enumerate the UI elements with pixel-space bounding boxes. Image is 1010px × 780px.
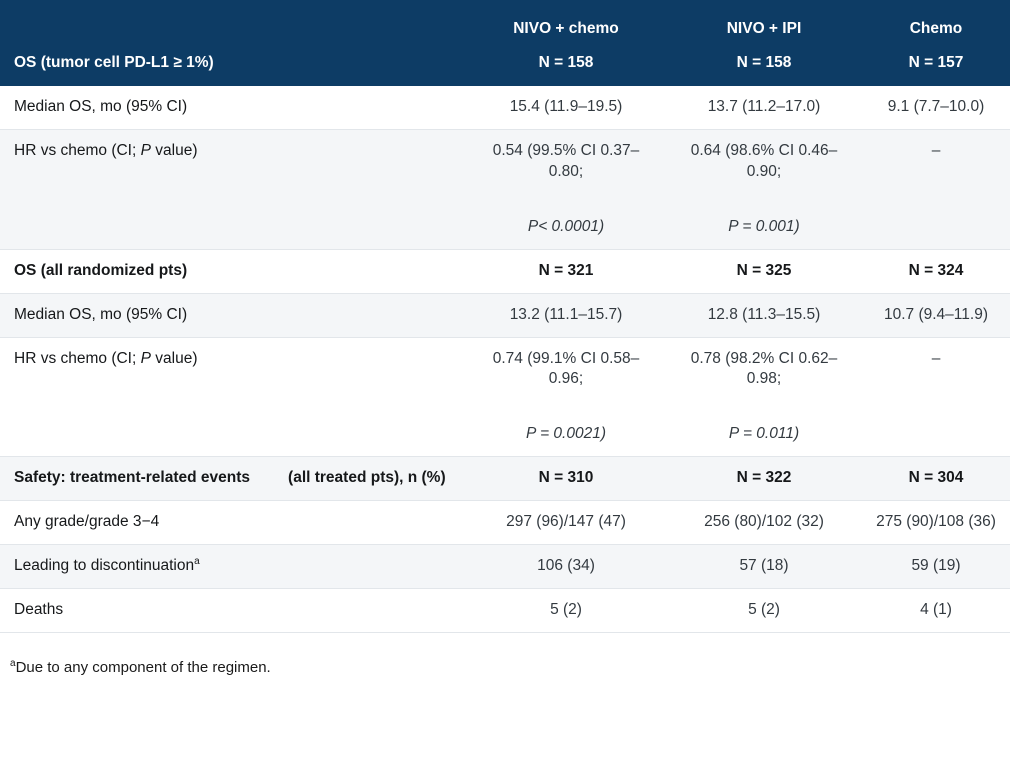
row-value-part1: 0.78 (98.2% CI 0.62–0.98; (690, 349, 838, 388)
header-cell-nivo-chemo (466, 0, 666, 86)
row-value: 15.4 (11.9–19.5) (466, 86, 666, 129)
row-value (466, 129, 666, 249)
table-row (0, 293, 1010, 337)
row-value: 5 (2) (666, 589, 862, 633)
header-col3-n: N = 157 (908, 54, 964, 71)
row-value-part1: 0.64 (98.6% CI 0.46–0.90; (690, 141, 838, 180)
row-value: 106 (34) (466, 545, 666, 589)
row-value: 5 (2) (466, 589, 666, 633)
row-value-part2: P< 0.0001) (527, 217, 605, 235)
table-row (0, 589, 1010, 633)
row-label: Safety: treatment-related events (all treated pts), n (%) (0, 457, 466, 501)
row-value: N = 310 (466, 457, 666, 501)
header-col3-title: Chemo (909, 20, 963, 37)
row-label: Any grade/grade 3−4 (0, 501, 466, 545)
row-label: HR vs chemo (CI; P value) (0, 129, 466, 249)
table-row (0, 249, 1010, 293)
row-label (0, 545, 466, 589)
value-spacer (480, 183, 652, 217)
row-value: 59 (19) (862, 545, 1010, 589)
row-value: 275 (90)/108 (36) (862, 501, 1010, 545)
row-value (466, 337, 666, 457)
table-body (0, 86, 1010, 632)
row-value-part2: P = 0.001) (728, 217, 800, 235)
header-col1-n: N = 158 (538, 54, 594, 71)
table-footnote (0, 633, 1010, 676)
row-value: N = 322 (666, 457, 862, 501)
header-row-label-text: OS (tumor cell PD-L1 ≥ 1%) (14, 54, 214, 71)
row-value-part1: 0.54 (99.5% CI 0.37–0.80; (492, 141, 640, 180)
header-col2-n: N = 158 (736, 54, 792, 71)
header-col1-title: NIVO + chemo (513, 20, 619, 37)
table-row (0, 86, 1010, 129)
row-value: N = 321 (466, 249, 666, 293)
row-value: 4 (1) (862, 589, 1010, 633)
header-col2-title: NIVO + IPI (726, 20, 802, 37)
table-row (0, 545, 1010, 589)
row-value-part1: 0.74 (99.1% CI 0.58–0.96; (492, 349, 640, 388)
row-label-text: Leading to discontinuation (14, 557, 195, 575)
table-row (0, 337, 1010, 457)
header-cell-nivo-ipi (666, 0, 862, 86)
row-value (666, 129, 862, 249)
row-label: OS (all randomized pts) (0, 249, 466, 293)
row-label: Median OS, mo (95% CI) (0, 293, 466, 337)
value-spacer (680, 390, 848, 424)
row-value: N = 304 (862, 457, 1010, 501)
row-value: 10.7 (9.4–11.9) (862, 293, 1010, 337)
row-value (666, 337, 862, 457)
footnote-marker-icon: a (10, 657, 16, 669)
row-label: Deaths (0, 589, 466, 633)
value-spacer (680, 183, 848, 217)
row-label-italic: P (140, 141, 151, 159)
header-cell-chemo (862, 0, 1010, 86)
table-header-row (0, 0, 1010, 86)
row-label: HR vs chemo (CI; P value) (0, 337, 466, 457)
row-label-italic: P (140, 349, 151, 367)
row-value: 13.2 (11.1–15.7) (466, 293, 666, 337)
row-value: 13.7 (11.2–17.0) (666, 86, 862, 129)
row-value: 12.8 (11.3–15.5) (666, 293, 862, 337)
table-row (0, 501, 1010, 545)
row-value: 9.1 (7.7–10.0) (862, 86, 1010, 129)
row-value: 297 (96)/147 (47) (466, 501, 666, 545)
footnote-text: Due to any component of the regimen. (15, 658, 271, 676)
header-cell-row-label (0, 0, 466, 86)
row-value: 57 (18) (666, 545, 862, 589)
row-label: Median OS, mo (95% CI) (0, 86, 466, 129)
row-value: N = 325 (666, 249, 862, 293)
table-header (0, 0, 1010, 86)
footnote-marker: a (194, 555, 200, 567)
row-value: – (862, 337, 1010, 457)
row-value: 256 (80)/102 (32) (666, 501, 862, 545)
row-value-part2: P = 0.0021) (526, 425, 606, 443)
row-value: – (862, 129, 1010, 249)
table-row (0, 457, 1010, 501)
table-row (0, 129, 1010, 249)
value-spacer (480, 390, 652, 424)
row-value: N = 324 (862, 249, 1010, 293)
row-value-part2: P = 0.011) (728, 425, 800, 443)
